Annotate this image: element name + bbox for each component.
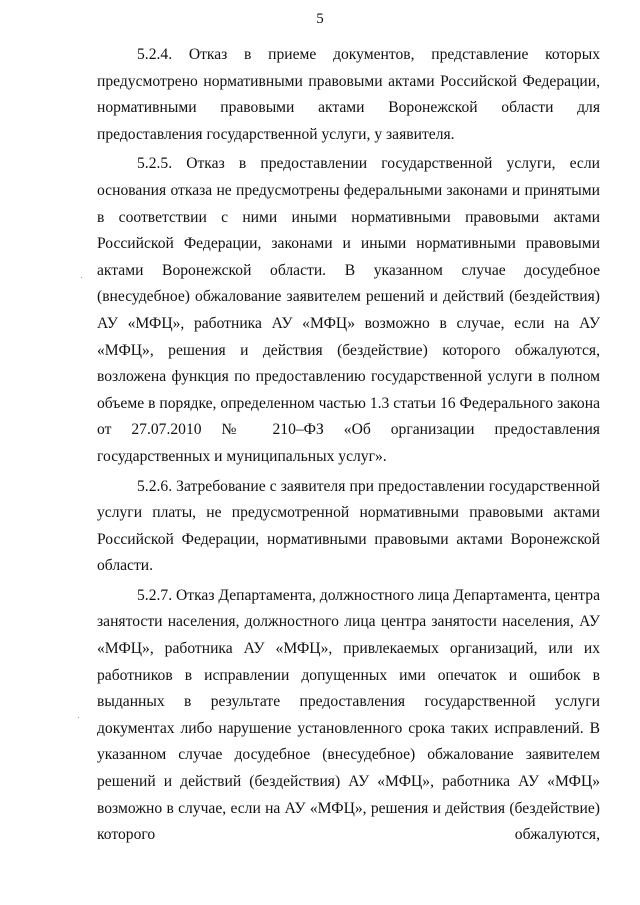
- scan-speck: [81, 277, 82, 278]
- document-body: [97, 42, 600, 852]
- paragraph-5-2-6: 5.2.6. Затребование с заявителя при предоставлении государственной услуги платы, не предусмотренной нормативными правовыми актами Российской Федерации, нормативными правовыми актами Воронежской области.: [97, 477, 600, 575]
- paragraph-5-2-4: 5.2.4. Отказ в приеме документов, представление которых предусмотрено нормативными правовыми актами Российской Федерации, нормативными правовыми актами Воронежской области для предоставления государственной услуги, у заявителя.: [97, 46, 600, 143]
- paragraph-5-2-5: 5.2.5. Отказ в предоставлении государственной услуги, если основания отказа не предусмотрены федеральными законами и принятыми в соответствии с ними иными нормативными правовыми актами Российской Федерации, законами и иными нормативными правовыми актами Воронежской области. В указанном случае досудебное (внесудебное) обжалование заявителем решений и действий (бездействия) АУ «МФЦ», работника АУ «МФЦ» возможно в случае, если на АУ «МФЦ», решения и действия (бездействие) которого обжалуются, возложена функция по предоставлению государственной услуги в полном объеме в порядке, определенном частью 1.3 статьи 16 Федерального закона от 27.07.2010 № 210–ФЗ «Об организации предоставления государственных и муниципальных услуг».: [97, 155, 600, 465]
- page-number: 5: [316, 11, 324, 27]
- paragraph-5-2-7: 5.2.7. Отказ Департамента, должностного лица Департамента, центра занятости населения, должностного лица центра занятости населения, АУ «МФЦ», работника АУ «МФЦ», привлекаемых организаций, или их работников в исправлении допущенных ими опечаток и ошибок в выданных в результате предоставления государственной услуги документах либо нарушение установленного срока таких исправлений. В указанном случае досудебное (внесудебное) обжалование заявителем решений и действий (бездействия) АУ «МФЦ», работника АУ «МФЦ» возможно в случае, если на АУ «МФЦ», решения и действия (бездействие) которого обжалуются,: [97, 586, 600, 844]
- scan-speck: [78, 717, 79, 718]
